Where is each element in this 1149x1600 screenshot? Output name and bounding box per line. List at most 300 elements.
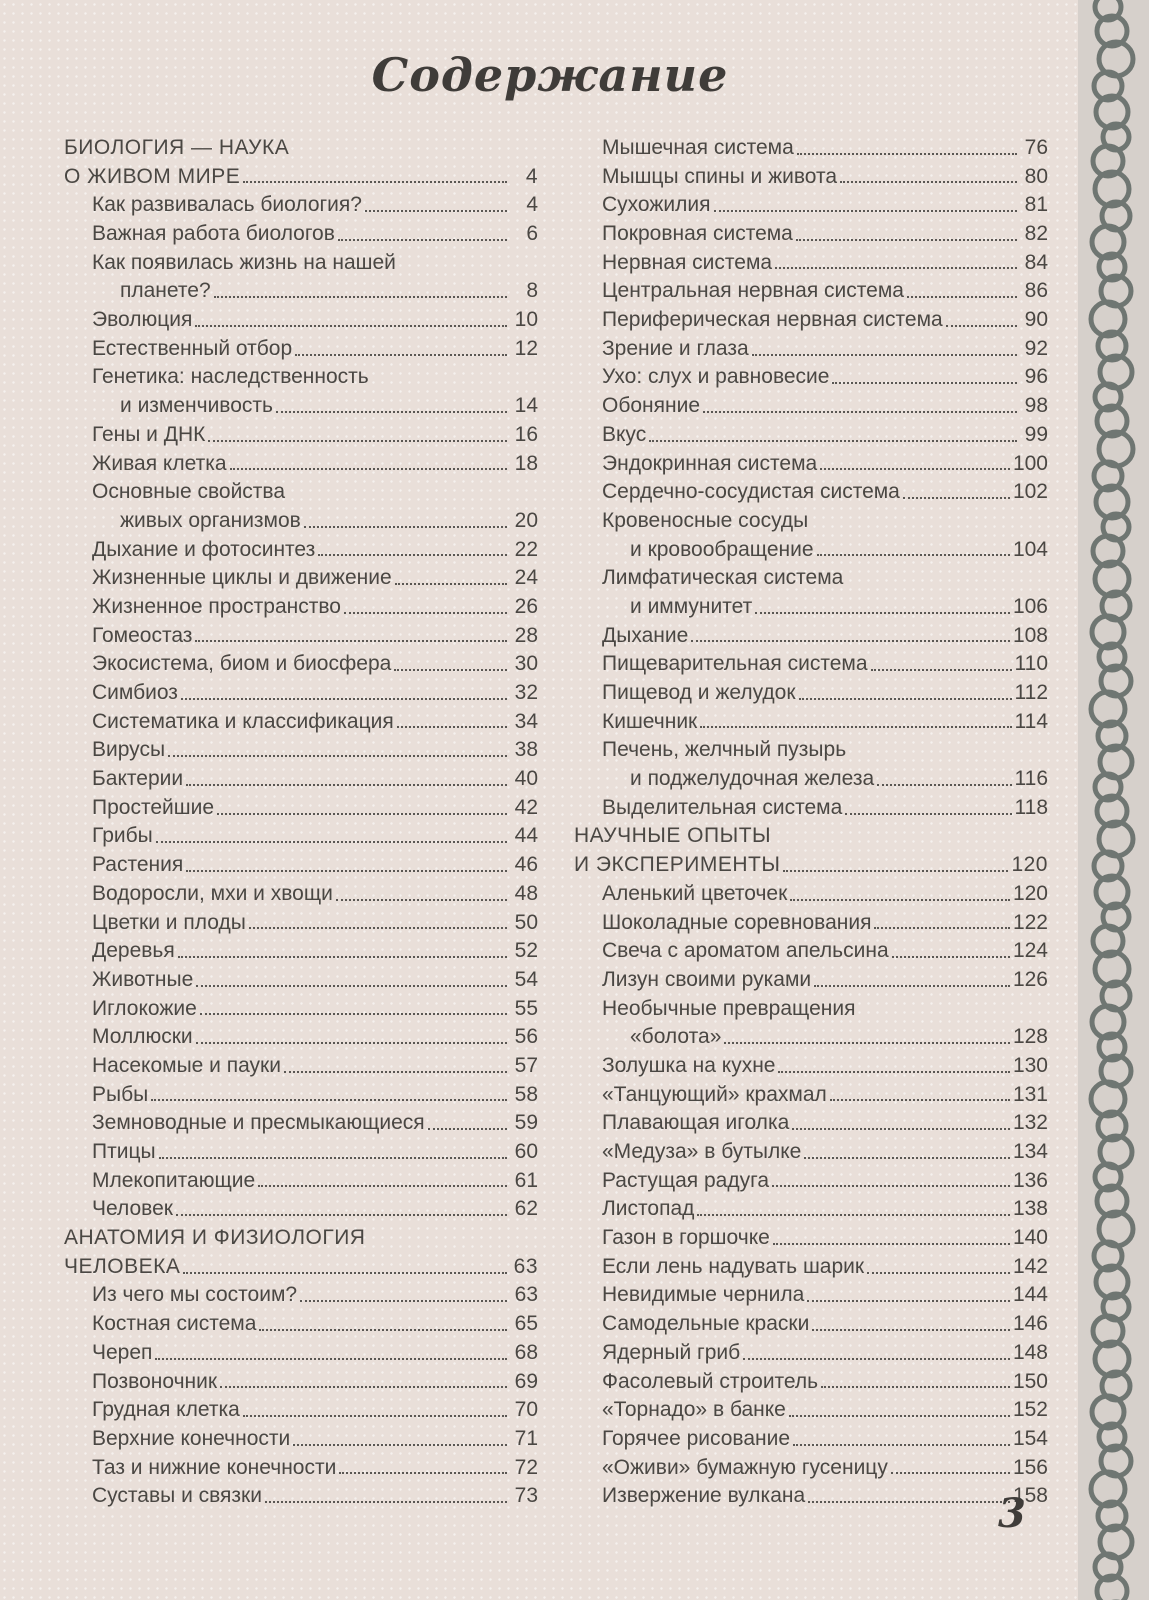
toc-entry bbox=[574, 364, 1048, 393]
toc-entry-page: 14 bbox=[514, 394, 538, 418]
toc-entry bbox=[574, 1023, 1048, 1052]
toc-entry-page: 68 bbox=[514, 1340, 538, 1364]
toc-entry-page: 108 bbox=[1012, 623, 1048, 647]
dot-leader bbox=[196, 1042, 507, 1044]
dot-leader bbox=[703, 411, 1017, 413]
toc-entry-title: Невидимые чернила bbox=[602, 1283, 805, 1307]
toc-entry-page: 71 bbox=[514, 1426, 538, 1450]
toc-entry-title: Нервная система bbox=[602, 250, 773, 274]
toc-entry bbox=[64, 622, 538, 651]
toc-entry-title: Верхние конечности bbox=[92, 1426, 291, 1450]
toc-entry bbox=[64, 880, 538, 909]
dot-leader bbox=[220, 1386, 507, 1388]
toc-entry-page: 126 bbox=[1012, 967, 1048, 991]
toc-right-column bbox=[574, 134, 1048, 1511]
toc-entry-title: Гомеостаз bbox=[92, 623, 193, 647]
toc-entry-page: 40 bbox=[514, 767, 538, 791]
dot-leader bbox=[752, 354, 1017, 356]
toc-entry-page: 98 bbox=[1024, 394, 1048, 418]
toc-entry bbox=[574, 1195, 1048, 1224]
toc-entry bbox=[574, 306, 1048, 335]
dot-leader bbox=[874, 927, 1009, 929]
toc-entry bbox=[574, 937, 1048, 966]
toc-entry-title: Позвоночник bbox=[92, 1369, 218, 1393]
toc-entry bbox=[64, 736, 538, 765]
toc-entry-title: Живая клетка bbox=[92, 451, 227, 475]
toc-entry bbox=[574, 163, 1048, 192]
dot-leader bbox=[821, 1386, 1010, 1388]
toc-entry bbox=[64, 277, 538, 306]
dot-leader bbox=[186, 784, 507, 786]
toc-entry-page: 144 bbox=[1012, 1283, 1048, 1307]
dot-leader bbox=[807, 1300, 1010, 1302]
toc-entry bbox=[574, 1454, 1048, 1483]
toc-entry-title: Газон в горшочке bbox=[602, 1226, 770, 1250]
toc-entry-title: Периферическая нервная система bbox=[602, 308, 943, 332]
dot-leader bbox=[743, 1358, 1010, 1360]
toc-entry-page: 142 bbox=[1012, 1254, 1048, 1278]
toc-entry bbox=[64, 1339, 538, 1368]
toc-entry-title: АНАТОМИЯ И ФИЗИОЛОГИЯ bbox=[64, 1226, 366, 1250]
toc-entry-title: Свеча с ароматом апельсина bbox=[602, 939, 889, 963]
dot-leader bbox=[265, 1501, 507, 1503]
dot-leader bbox=[259, 1329, 507, 1331]
toc-entry-title: Эволюция bbox=[92, 308, 193, 332]
dot-leader bbox=[820, 468, 1010, 470]
toc-entry bbox=[574, 1482, 1048, 1511]
dot-leader bbox=[243, 1415, 507, 1417]
toc-entry bbox=[574, 1109, 1048, 1138]
dot-leader bbox=[159, 1157, 507, 1159]
toc-entry-page: 131 bbox=[1012, 1082, 1048, 1106]
toc-entry bbox=[64, 220, 538, 249]
dot-leader bbox=[395, 583, 507, 585]
toc-entry-title: Лизун своими руками bbox=[602, 967, 812, 991]
toc-entry bbox=[574, 650, 1048, 679]
toc-entry-title: Цветки и плоды bbox=[92, 910, 246, 934]
toc-entry-page: 26 bbox=[514, 594, 538, 618]
dot-leader bbox=[799, 698, 1012, 700]
toc-entry-page: 152 bbox=[1012, 1398, 1048, 1422]
toc-entry bbox=[574, 1167, 1048, 1196]
toc-entry-title: Растущая радуга bbox=[602, 1168, 769, 1192]
toc-entry-title: Грибы bbox=[92, 824, 153, 848]
toc-entry-title: Череп bbox=[92, 1340, 153, 1364]
toc-entry bbox=[64, 995, 538, 1024]
dot-leader bbox=[840, 181, 1017, 183]
toc-entry-title: Мышцы спины и живота bbox=[602, 164, 838, 188]
dot-leader bbox=[155, 1358, 507, 1360]
toc-entry-page: 124 bbox=[1012, 939, 1048, 963]
toc-entry bbox=[574, 679, 1048, 708]
toc-entry-title: «Оживи» бумажную гусеницу bbox=[602, 1455, 888, 1479]
dot-leader bbox=[793, 1444, 1010, 1446]
toc-entry bbox=[574, 1425, 1048, 1454]
toc-entry bbox=[574, 765, 1048, 794]
toc-entry-title: Необычные превращения bbox=[602, 996, 856, 1020]
dot-leader bbox=[295, 354, 507, 356]
toc-entry bbox=[64, 1195, 538, 1224]
toc-entry-page: 154 bbox=[1012, 1426, 1048, 1450]
toc-entry-title: Растения bbox=[92, 853, 184, 877]
toc-entry-title: Вкус bbox=[602, 422, 647, 446]
decorative-ring-border bbox=[1078, 0, 1149, 1600]
toc-section-heading bbox=[64, 134, 538, 163]
dot-leader bbox=[877, 784, 1011, 786]
dot-leader bbox=[243, 181, 507, 183]
toc-entry bbox=[64, 450, 538, 479]
toc-entry bbox=[64, 1396, 538, 1425]
page-number: 3 bbox=[998, 1490, 1026, 1537]
toc-entry-page: 58 bbox=[514, 1082, 538, 1106]
toc-entry-title: БИОЛОГИЯ — НАУКА bbox=[64, 135, 290, 159]
toc-entry-page: 38 bbox=[514, 738, 538, 762]
toc-entry-page: 16 bbox=[514, 422, 538, 446]
toc-entry-title: Грудная клетка bbox=[92, 1398, 240, 1422]
dot-leader bbox=[365, 210, 507, 212]
dot-leader bbox=[249, 927, 507, 929]
toc-entry bbox=[574, 1253, 1048, 1282]
toc-entry-title: Аленький цветочек bbox=[602, 881, 788, 905]
toc-entry bbox=[574, 1396, 1048, 1425]
toc-entry bbox=[574, 794, 1048, 823]
toc-entry-title: Сухожилия bbox=[602, 193, 711, 217]
dot-leader bbox=[773, 1243, 1010, 1245]
dot-leader bbox=[790, 899, 1010, 901]
toc-entry-page: 120 bbox=[1012, 881, 1048, 905]
toc-entry-page: 120 bbox=[1011, 853, 1048, 877]
toc-entry-title: Важная работа биологов bbox=[92, 222, 335, 246]
toc-entry-title: Простейшие bbox=[92, 795, 215, 819]
toc-section-heading bbox=[574, 823, 1048, 852]
toc-entry-page: 130 bbox=[1012, 1053, 1048, 1077]
toc-entry-title: Животные bbox=[92, 967, 194, 991]
toc-entry-title: НАУЧНЫЕ ОПЫТЫ bbox=[574, 824, 772, 848]
toc-entry-page: 86 bbox=[1024, 279, 1048, 303]
dot-leader bbox=[792, 1128, 1010, 1130]
toc-entry-page: 118 bbox=[1014, 795, 1048, 819]
dot-leader bbox=[196, 985, 507, 987]
dot-leader bbox=[830, 1099, 1010, 1101]
toc-entry-page: 61 bbox=[514, 1168, 538, 1192]
toc-entry-page: 32 bbox=[514, 681, 538, 705]
toc-entry bbox=[574, 622, 1048, 651]
toc-entry-page: 10 bbox=[514, 308, 538, 332]
toc-entry-title: Покровная система bbox=[602, 222, 793, 246]
toc-entry-page: 158 bbox=[1012, 1484, 1048, 1508]
toc-entry-page: 8 bbox=[526, 279, 538, 303]
toc-entry-title: и кровообращение bbox=[630, 537, 814, 561]
toc-entry-title: Кровеносные сосуды bbox=[602, 508, 809, 532]
toc-entry-page: 99 bbox=[1024, 422, 1048, 446]
dot-leader bbox=[195, 325, 507, 327]
toc-entry bbox=[574, 220, 1048, 249]
toc-entry-page: 100 bbox=[1012, 451, 1048, 475]
dot-leader bbox=[176, 1214, 507, 1216]
dot-leader bbox=[892, 956, 1010, 958]
toc-entry-page: 62 bbox=[514, 1197, 538, 1221]
toc-entry bbox=[574, 507, 1048, 536]
dot-leader bbox=[156, 841, 507, 843]
dot-leader bbox=[230, 468, 507, 470]
toc-entry-page: 92 bbox=[1024, 336, 1048, 360]
toc-entry-title: Вирусы bbox=[92, 738, 166, 762]
toc-entry bbox=[64, 364, 538, 393]
toc-entry-page: 112 bbox=[1014, 681, 1048, 705]
toc-entry-page: 20 bbox=[514, 508, 538, 532]
toc-entry bbox=[64, 765, 538, 794]
toc-entry-page: 59 bbox=[514, 1111, 538, 1135]
toc-entry-page: 46 bbox=[514, 853, 538, 877]
toc-entry-page: 54 bbox=[514, 967, 538, 991]
dot-leader bbox=[276, 411, 507, 413]
dot-leader bbox=[797, 153, 1017, 155]
toc-entry-page: 48 bbox=[514, 881, 538, 905]
toc-entry bbox=[64, 1282, 538, 1311]
dot-leader bbox=[293, 1444, 507, 1446]
toc-entry bbox=[574, 335, 1048, 364]
toc-entry bbox=[574, 421, 1048, 450]
toc-entry-page: 57 bbox=[514, 1053, 538, 1077]
toc-section-heading bbox=[64, 1224, 538, 1253]
toc-entry bbox=[64, 1454, 538, 1483]
toc-entry bbox=[64, 794, 538, 823]
toc-entry bbox=[574, 909, 1048, 938]
toc-entry-page: 90 bbox=[1024, 308, 1048, 332]
dot-leader bbox=[903, 497, 1010, 499]
toc-entry-title: Центральная нервная система bbox=[602, 279, 904, 303]
dot-leader bbox=[891, 1472, 1010, 1474]
toc-entry bbox=[64, 937, 538, 966]
dot-leader bbox=[808, 1501, 1010, 1503]
toc-entry-title: Гены и ДНК bbox=[92, 422, 206, 446]
toc-entry-page: 34 bbox=[514, 709, 538, 733]
toc-entry-title: Насекомые и пауки bbox=[92, 1053, 281, 1077]
dot-leader bbox=[804, 1157, 1010, 1159]
dot-leader bbox=[428, 1128, 507, 1130]
toc-entry bbox=[64, 306, 538, 335]
toc-left-column bbox=[64, 134, 538, 1511]
dot-leader bbox=[186, 870, 507, 872]
toc-section-heading bbox=[64, 163, 538, 192]
dot-leader bbox=[178, 956, 507, 958]
toc-entry bbox=[574, 277, 1048, 306]
toc-entry-page: 81 bbox=[1024, 193, 1048, 217]
toc-entry-page: 116 bbox=[1014, 767, 1048, 791]
toc-entry-title: Ухо: слух и равновесие bbox=[602, 365, 830, 389]
toc-entry bbox=[574, 536, 1048, 565]
toc-entry-page: 42 bbox=[514, 795, 538, 819]
dot-leader bbox=[339, 1472, 507, 1474]
toc-entry-page: 76 bbox=[1024, 135, 1048, 159]
toc-entry-page: 55 bbox=[514, 996, 538, 1020]
dot-leader bbox=[714, 210, 1017, 212]
toc-entry bbox=[574, 478, 1048, 507]
toc-entry-title: Листопад bbox=[602, 1197, 695, 1221]
toc-entry-title: Жизненные циклы и движение bbox=[92, 566, 392, 590]
toc-entry bbox=[64, 966, 538, 995]
toc-entry-page: 122 bbox=[1012, 910, 1048, 934]
toc-entry bbox=[574, 966, 1048, 995]
toc-entry bbox=[574, 1224, 1048, 1253]
toc-entry bbox=[64, 1052, 538, 1081]
toc-entry-title: Самодельные краски bbox=[602, 1312, 810, 1336]
dot-leader bbox=[796, 239, 1017, 241]
toc-entry-page: 4 bbox=[525, 164, 538, 188]
toc-entry bbox=[574, 564, 1048, 593]
toc-entry bbox=[64, 421, 538, 450]
toc-entry-page: 146 bbox=[1012, 1312, 1048, 1336]
toc-entry-title: Из чего мы состоим? bbox=[92, 1283, 298, 1307]
toc-entry-page: 12 bbox=[514, 336, 538, 360]
toc-entry-page: 148 bbox=[1012, 1340, 1048, 1364]
dot-leader bbox=[789, 1415, 1010, 1417]
toc-entry bbox=[574, 134, 1048, 163]
toc-entry-title: Млекопитающие bbox=[92, 1168, 256, 1192]
toc-entry-page: 80 bbox=[1024, 164, 1048, 188]
toc-entry-title: Основные свойства bbox=[92, 480, 286, 504]
dot-leader bbox=[151, 1099, 507, 1101]
dot-leader bbox=[817, 554, 1010, 556]
toc-entry-page: 65 bbox=[514, 1312, 538, 1336]
toc-entry bbox=[64, 564, 538, 593]
toc-entry bbox=[64, 335, 538, 364]
toc-entry-page: 18 bbox=[514, 451, 538, 475]
toc-entry bbox=[64, 191, 538, 220]
dot-leader bbox=[812, 1329, 1010, 1331]
toc-entry-title: Золушка на кухне bbox=[602, 1053, 776, 1077]
toc-entry-title: Горячее рисование bbox=[602, 1426, 791, 1450]
toc-entry bbox=[574, 1052, 1048, 1081]
toc-entry-title: Обоняние bbox=[602, 394, 701, 418]
toc-entry-title: Эндокринная система bbox=[602, 451, 818, 475]
dot-leader bbox=[783, 870, 1008, 872]
toc-entry-page: 72 bbox=[514, 1455, 538, 1479]
dot-leader bbox=[649, 440, 1017, 442]
toc-entry bbox=[64, 1425, 538, 1454]
dot-leader bbox=[195, 640, 507, 642]
toc-entry bbox=[574, 1138, 1048, 1167]
toc-entry bbox=[64, 1109, 538, 1138]
toc-entry-page: 63 bbox=[513, 1254, 538, 1278]
toc-entry-page: 44 bbox=[514, 824, 538, 848]
dot-leader bbox=[181, 698, 507, 700]
dot-leader bbox=[300, 1300, 507, 1302]
toc-entry bbox=[574, 1282, 1048, 1311]
toc-entry bbox=[64, 823, 538, 852]
rings-graphic bbox=[1078, 0, 1149, 1600]
dot-leader bbox=[344, 612, 507, 614]
toc-entry-title: Человек bbox=[92, 1197, 173, 1221]
toc-entry-page: 134 bbox=[1012, 1140, 1048, 1164]
toc-entry-title: планете? bbox=[120, 279, 211, 303]
toc-entry-page: 60 bbox=[514, 1140, 538, 1164]
dot-leader bbox=[336, 899, 507, 901]
toc-entry-title: Как развивалась биология? bbox=[92, 193, 362, 217]
toc-entry-title: Деревья bbox=[92, 939, 175, 963]
toc-entry-title: Моллюски bbox=[92, 1025, 193, 1049]
toc-entry-title: Как появилась жизнь на нашей bbox=[92, 250, 396, 274]
toc-entry-title: Мышечная система bbox=[602, 135, 794, 159]
toc-entry-page: 22 bbox=[514, 537, 538, 561]
toc-entry bbox=[64, 507, 538, 536]
toc-entry bbox=[574, 1310, 1048, 1339]
toc-entry-title: Плавающая иголка bbox=[602, 1111, 790, 1135]
toc-entry-page: 82 bbox=[1024, 222, 1048, 246]
dot-leader bbox=[755, 612, 1010, 614]
toc-entry-page: 30 bbox=[514, 652, 538, 676]
toc-entry bbox=[64, 650, 538, 679]
toc-entry-title: Естественный отбор bbox=[92, 336, 293, 360]
dot-leader bbox=[724, 1042, 1010, 1044]
toc-entry-page: 136 bbox=[1012, 1168, 1048, 1192]
toc-entry-page: 70 bbox=[514, 1398, 538, 1422]
toc-entry bbox=[64, 679, 538, 708]
toc-entry bbox=[574, 1081, 1048, 1110]
toc-entry-page: 56 bbox=[514, 1025, 538, 1049]
toc-entry-title: Сердечно-сосудистая система bbox=[602, 480, 900, 504]
toc-entry bbox=[64, 851, 538, 880]
dot-leader bbox=[772, 1185, 1010, 1187]
toc-entry-title: «Торнадо» в банке bbox=[602, 1398, 786, 1422]
toc-entry bbox=[574, 191, 1048, 220]
toc-entry-page: 24 bbox=[514, 566, 538, 590]
toc-entry-page: 102 bbox=[1012, 480, 1048, 504]
toc-entry-title: Жизненное пространство bbox=[92, 594, 341, 618]
toc-entry-page: 104 bbox=[1012, 537, 1048, 561]
toc-section-heading bbox=[64, 1253, 538, 1282]
toc-entry-title: ЧЕЛОВЕКА bbox=[64, 1254, 181, 1278]
toc-entry-title: «Медуза» в бутылке bbox=[602, 1140, 802, 1164]
toc-entry-page: 132 bbox=[1012, 1111, 1048, 1135]
toc-entry-title: Птицы bbox=[92, 1140, 156, 1164]
toc-section-heading bbox=[574, 851, 1048, 880]
toc-entry-title: Шоколадные соревнования bbox=[602, 910, 872, 934]
toc-entry-title: Суставы и связки bbox=[92, 1484, 262, 1508]
toc-entry-title: и поджелудочная железа bbox=[630, 767, 875, 791]
toc-entry bbox=[574, 249, 1048, 278]
toc-entry-page: 110 bbox=[1014, 652, 1048, 676]
dot-leader bbox=[907, 296, 1017, 298]
toc-entry-page: 84 bbox=[1024, 250, 1048, 274]
toc-entry-page: 106 bbox=[1012, 594, 1048, 618]
toc-entry bbox=[64, 708, 538, 737]
toc-entry-title: Таз и нижние конечности bbox=[92, 1455, 337, 1479]
toc-entry-page: 96 bbox=[1024, 365, 1048, 389]
toc-entry bbox=[64, 1310, 538, 1339]
toc-entry-title: Дыхание и фотосинтез bbox=[92, 537, 316, 561]
dot-leader bbox=[183, 1272, 507, 1274]
toc-entry bbox=[574, 880, 1048, 909]
toc-entry-page: 114 bbox=[1014, 709, 1048, 733]
toc-entry bbox=[64, 249, 538, 278]
toc-entry-title: Пищеварительная система bbox=[602, 652, 868, 676]
dot-leader bbox=[832, 382, 1017, 384]
dot-leader bbox=[200, 1013, 507, 1015]
dot-leader bbox=[814, 985, 1010, 987]
page-title: Содержание bbox=[371, 48, 729, 102]
dot-leader bbox=[867, 1272, 1010, 1274]
dot-leader bbox=[691, 640, 1010, 642]
toc-entry-page: 4 bbox=[526, 193, 538, 217]
toc-entry bbox=[64, 1023, 538, 1052]
toc-entry bbox=[574, 708, 1048, 737]
dot-leader bbox=[168, 755, 507, 757]
toc-entry-title: Дыхание bbox=[602, 623, 689, 647]
dot-leader bbox=[214, 296, 507, 298]
toc-entry-title: Земноводные и пресмыкающиеся bbox=[92, 1111, 425, 1135]
toc-entry-page: 150 bbox=[1012, 1369, 1048, 1393]
